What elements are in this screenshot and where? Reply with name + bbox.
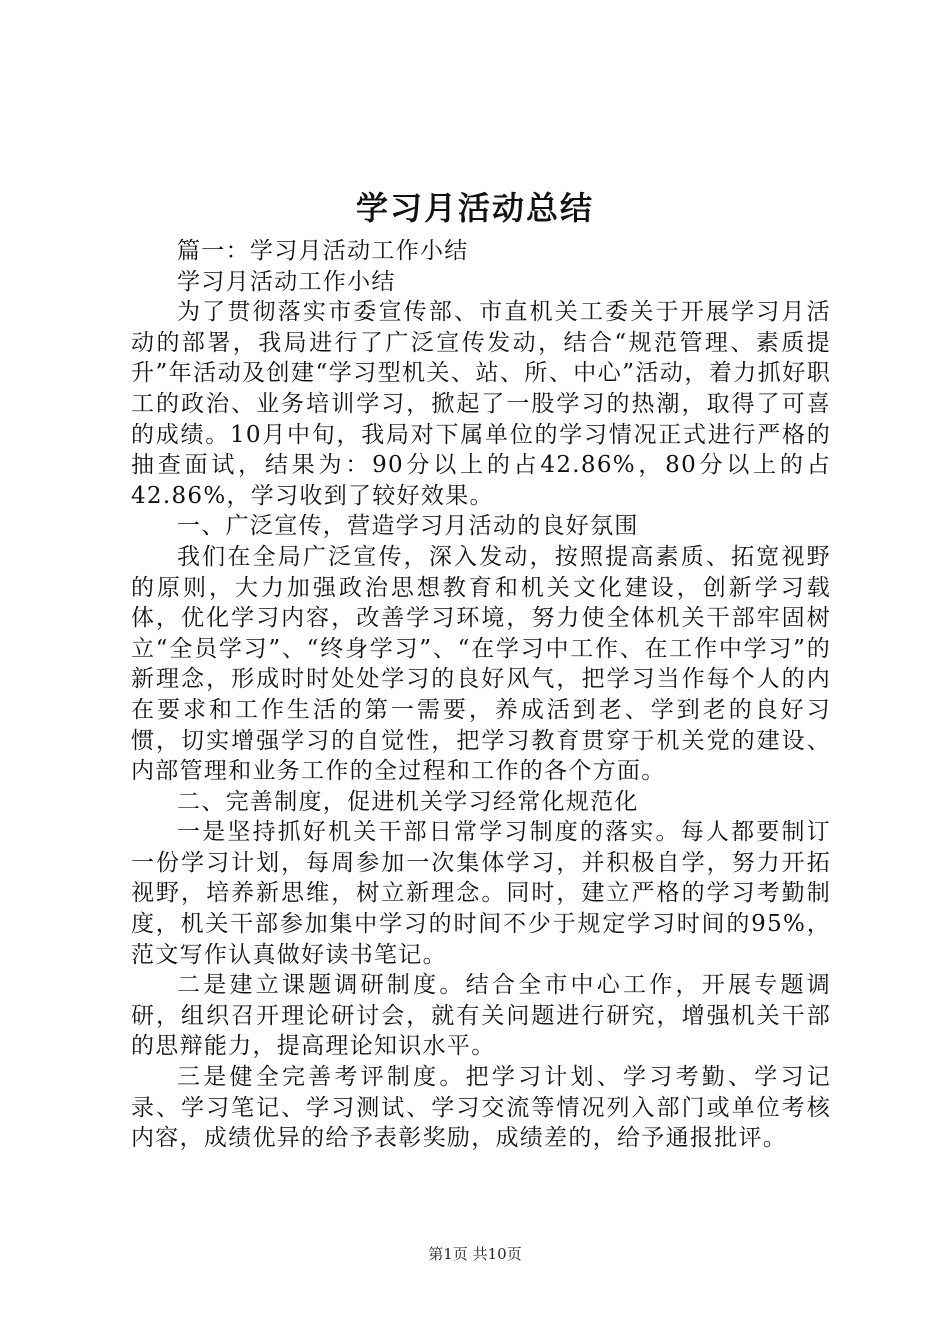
subtitle: 学习月活动工作小结	[177, 268, 396, 295]
page-number: 第1页 共10页	[428, 1245, 522, 1263]
section-heading-2: 二、完善制度，促进机关学习经常化规范化	[177, 788, 639, 815]
section-2-item-1: 一是坚持抓好机关干部日常学习制度的落实。每人都要制订一份学习计划，每周参加一次集体学习，并积极自学，努力开拓视野，培养新思维，树立新理念。同时，建立严格的学习考勤制度，机关干部参加集中学习的时间不少于规定学习时间的95%，范文写作认真做好读书笔记。	[131, 819, 831, 968]
document-body	[131, 236, 831, 1154]
intro-paragraph: 为了贯彻落实市委宣传部、市直机关工委关于开展学习月活动的部署，我局进行了广泛宣传发动，结合“规范管理、素质提升”年活动及创建“学习型机关、站、所、中心”活动，着力抓好职工的政治、业务培训学习，掀起了一股学习的热潮，取得了可喜的成绩。10月中旬，我局对下属单位的学习情况正式进行严格的抽查面试，结果为：90分以上的占42.86%，80分以上的占42.86%，学习收到了较好效果。	[131, 299, 831, 509]
section-heading-part-one: 篇一：学习月活动工作小结	[177, 238, 469, 264]
document-title: 学习月活动总结	[355, 189, 594, 227]
section-heading-1: 一、广泛宣传，营造学习月活动的良好氛围	[177, 513, 639, 540]
section-2-item-2: 二是建立课题调研制度。结合全市中心工作，开展专题调研，组织召开理论研讨会，就有关问题进行研究，增强机关干部的思辩能力，提高理论知识水平。	[131, 972, 831, 1060]
section-2-item-3: 三是健全完善考评制度。把学习计划、学习考勤、学习记录、学习笔记、学习测试、学习交流等情况列入部门或单位考核内容，成绩优异的给予表彰奖励，成绩差的，给予通报批评。	[131, 1064, 831, 1152]
section-1-paragraph: 我们在全局广泛宣传，深入发动，按照提高素质、拓宽视野的原则，大力加强政治思想教育和机关文化建设，创新学习载体，优化学习内容，改善学习环境，努力使全体机关干部牢固树立“全员学习”、“终身学习”、“在学习中工作、在工作中学习”的新理念，形成时时处处学习的良好风气，把学习当作每个人的内在要求和工作生活的第一需要，养成活到老、学到老的良好习惯，切实增强学习的自觉性，把学习教育贯穿于机关党的建设、内部管理和业务工作的全过程和工作的各个方面。	[131, 543, 831, 785]
